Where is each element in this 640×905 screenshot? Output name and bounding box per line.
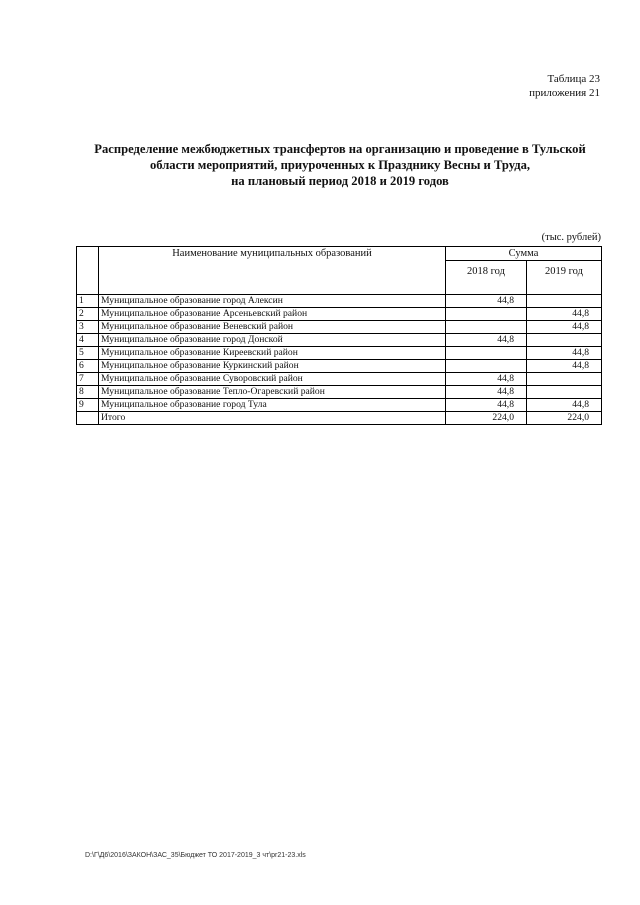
municipality-name: Муниципальное образование Куркинский район — [99, 360, 446, 373]
title-line-2: области мероприятий, приуроченных к Празднику Весны и Труда, — [149, 158, 531, 172]
table-row — [77, 321, 602, 334]
header-name: Наименование муниципальных образований — [99, 247, 446, 295]
file-path: D:\Г\Д6\2016\ЗАКОН\ЗАС_35\Бюджет ТО 2017-2019_3 чт\pr21-23.xls — [85, 852, 306, 859]
total-2018: 224,0 — [446, 412, 527, 425]
amount-2019 — [527, 334, 602, 347]
document-title — [60, 141, 620, 189]
municipality-name: Муниципальное образование город Тула — [99, 399, 446, 412]
amount-2018: 44,8 — [446, 295, 527, 308]
table-row — [77, 373, 602, 386]
amount-2019 — [527, 373, 602, 386]
row-number: 6 — [77, 360, 99, 373]
total-row — [77, 412, 602, 425]
amount-2019: 44,8 — [527, 308, 602, 321]
transfers-table — [76, 246, 602, 425]
municipality-name: Муниципальное образование Киреевский район — [99, 347, 446, 360]
municipality-name: Муниципальное образование Тепло-Огаревский район — [99, 386, 446, 399]
table-row — [77, 334, 602, 347]
table-number: Таблица 23 — [547, 73, 600, 85]
amount-2018: 44,8 — [446, 373, 527, 386]
municipality-name: Муниципальное образование город Донской — [99, 334, 446, 347]
table-reference — [500, 72, 600, 100]
row-number: 8 — [77, 386, 99, 399]
municipality-name: Муниципальное образование Веневский район — [99, 321, 446, 334]
units-label: (тыс. рублей) — [541, 232, 601, 243]
row-number: 1 — [77, 295, 99, 308]
header-sum: Сумма — [446, 247, 602, 261]
amount-2018: 44,8 — [446, 334, 527, 347]
amount-2018 — [446, 308, 527, 321]
row-number: 2 — [77, 308, 99, 321]
appendix-number: приложения 21 — [529, 87, 600, 99]
row-number: 9 — [77, 399, 99, 412]
amount-2019: 44,8 — [527, 360, 602, 373]
municipality-name: Муниципальное образование город Алексин — [99, 295, 446, 308]
table-row — [77, 347, 602, 360]
amount-2019: 44,8 — [527, 321, 602, 334]
header-year-2018: 2018 год — [446, 261, 527, 295]
header-year-2019: 2019 год — [527, 261, 602, 295]
total-label: Итого — [99, 412, 446, 425]
amount-2018: 44,8 — [446, 386, 527, 399]
amount-2019: 44,8 — [527, 399, 602, 412]
table-row — [77, 399, 602, 412]
table-row — [77, 295, 602, 308]
amount-2019 — [527, 386, 602, 399]
municipality-name: Муниципальное образование Суворовский район — [99, 373, 446, 386]
amount-2018 — [446, 360, 527, 373]
amount-2019: 44,8 — [527, 347, 602, 360]
municipality-name: Муниципальное образование Арсеньевский район — [99, 308, 446, 321]
title-line-1: Распределение межбюджетных трансфертов на организацию и проведение в Тульской — [94, 142, 586, 156]
amount-2019 — [527, 295, 602, 308]
amount-2018 — [446, 347, 527, 360]
amount-2018 — [446, 321, 527, 334]
total-number-cell — [77, 412, 99, 425]
row-number: 5 — [77, 347, 99, 360]
table-row — [77, 308, 602, 321]
header-row — [77, 247, 602, 261]
amount-2018: 44,8 — [446, 399, 527, 412]
title-line-3: на плановый период 2018 и 2019 годов — [231, 174, 449, 188]
row-number: 7 — [77, 373, 99, 386]
row-number: 3 — [77, 321, 99, 334]
table-row — [77, 386, 602, 399]
table-row — [77, 360, 602, 373]
total-2019: 224,0 — [527, 412, 602, 425]
row-number: 4 — [77, 334, 99, 347]
header-number-cell — [77, 247, 99, 295]
